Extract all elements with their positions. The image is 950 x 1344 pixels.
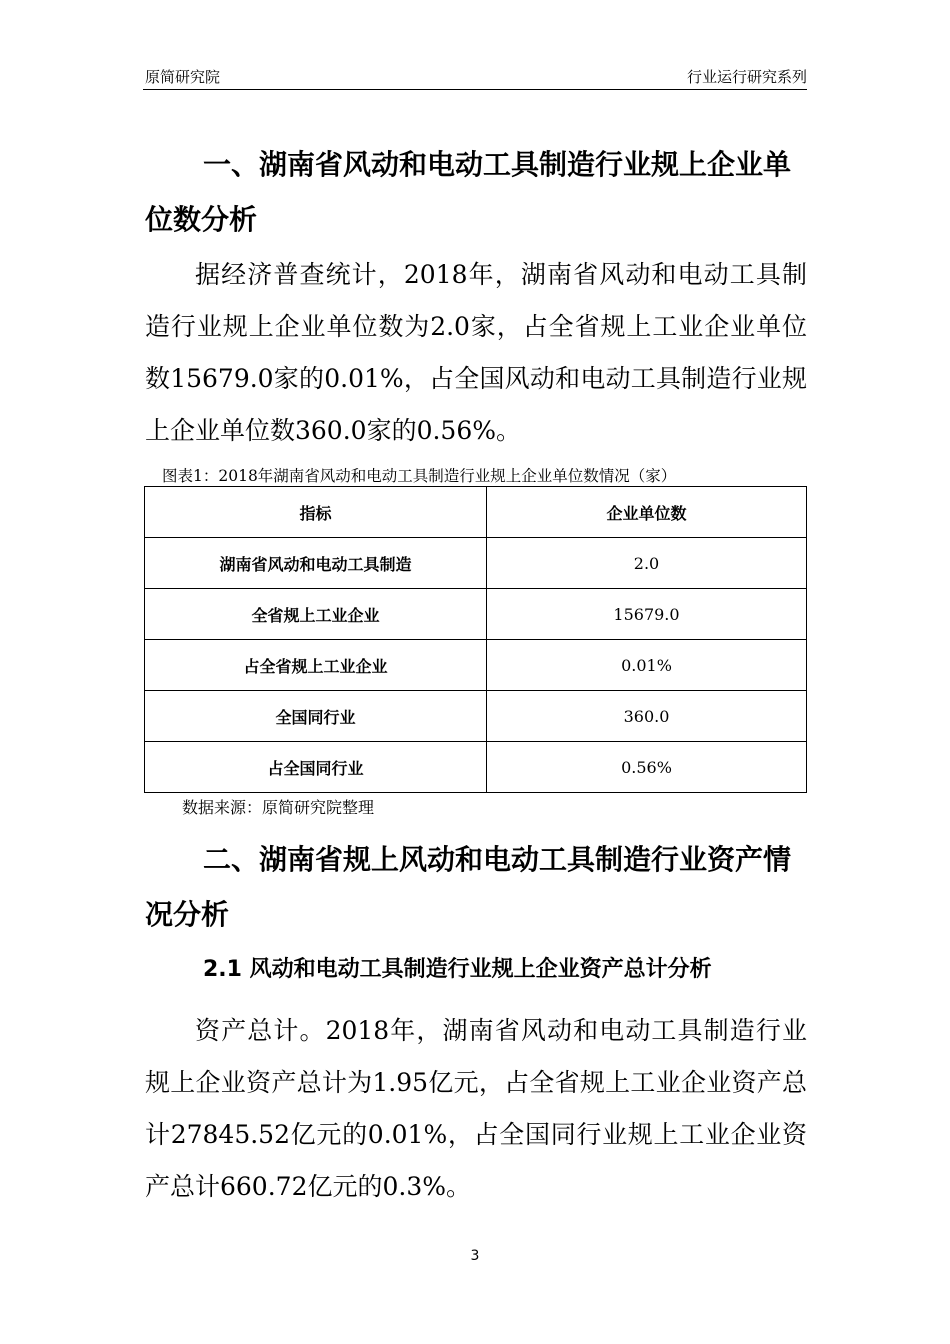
column-header-count: 企业单位数 bbox=[487, 487, 807, 538]
section2-paragraph: 资产总计。2018年，湖南省风动和电动工具制造行业规上企业资产总计为1.95亿元，占全省规上工业企业资产总计27845.52亿元的0.01%，占全国同行业规上工业企业资产总计660.72亿元的0.3%。 bbox=[145, 1016, 807, 1201]
table-header-row bbox=[145, 487, 807, 538]
row-indicator: 占全省规上工业企业 bbox=[145, 640, 487, 691]
page-number: 3 bbox=[470, 1248, 480, 1264]
section1-paragraph: 据经济普查统计，2018年，湖南省风动和电动工具制造行业规上企业单位数为2.0家，占全省规上工业企业单位数15679.0家的0.01%，占全国风动和电动工具制造行业规上企业单位数360.0家的0.56%。 bbox=[145, 260, 807, 445]
table-row bbox=[145, 589, 807, 640]
table-row bbox=[145, 742, 807, 793]
table-source: 数据来源：原简研究院整理 bbox=[182, 798, 375, 817]
header-divider bbox=[143, 89, 807, 90]
section2-title: 二、湖南省规上风动和电动工具制造行业资产情况分析 bbox=[145, 843, 792, 931]
row-value: 2.0 bbox=[487, 538, 807, 589]
row-value: 15679.0 bbox=[487, 589, 807, 640]
row-indicator: 全国同行业 bbox=[145, 691, 487, 742]
section1-title: 一、湖南省风动和电动工具制造行业规上企业单位数分析 bbox=[145, 148, 792, 236]
section2-subtitle: 2.1 风动和电动工具制造行业规上企业资产总计分析 bbox=[203, 957, 712, 982]
table-row bbox=[145, 538, 807, 589]
header-left: 原简研究院 bbox=[145, 68, 221, 86]
row-value: 0.01% bbox=[487, 640, 807, 691]
data-table bbox=[144, 486, 807, 793]
table-row bbox=[145, 640, 807, 691]
row-value: 360.0 bbox=[487, 691, 807, 742]
table-caption: 图表1：2018年湖南省风动和电动工具制造行业规上企业单位数情况（家） bbox=[162, 467, 677, 485]
row-value: 0.56% bbox=[487, 742, 807, 793]
row-indicator: 全省规上工业企业 bbox=[145, 589, 487, 640]
row-indicator: 湖南省风动和电动工具制造 bbox=[145, 538, 487, 589]
row-indicator: 占全国同行业 bbox=[145, 742, 487, 793]
header-right: 行业运行研究系列 bbox=[686, 68, 807, 86]
column-header-indicator: 指标 bbox=[145, 487, 487, 538]
table-row bbox=[145, 691, 807, 742]
